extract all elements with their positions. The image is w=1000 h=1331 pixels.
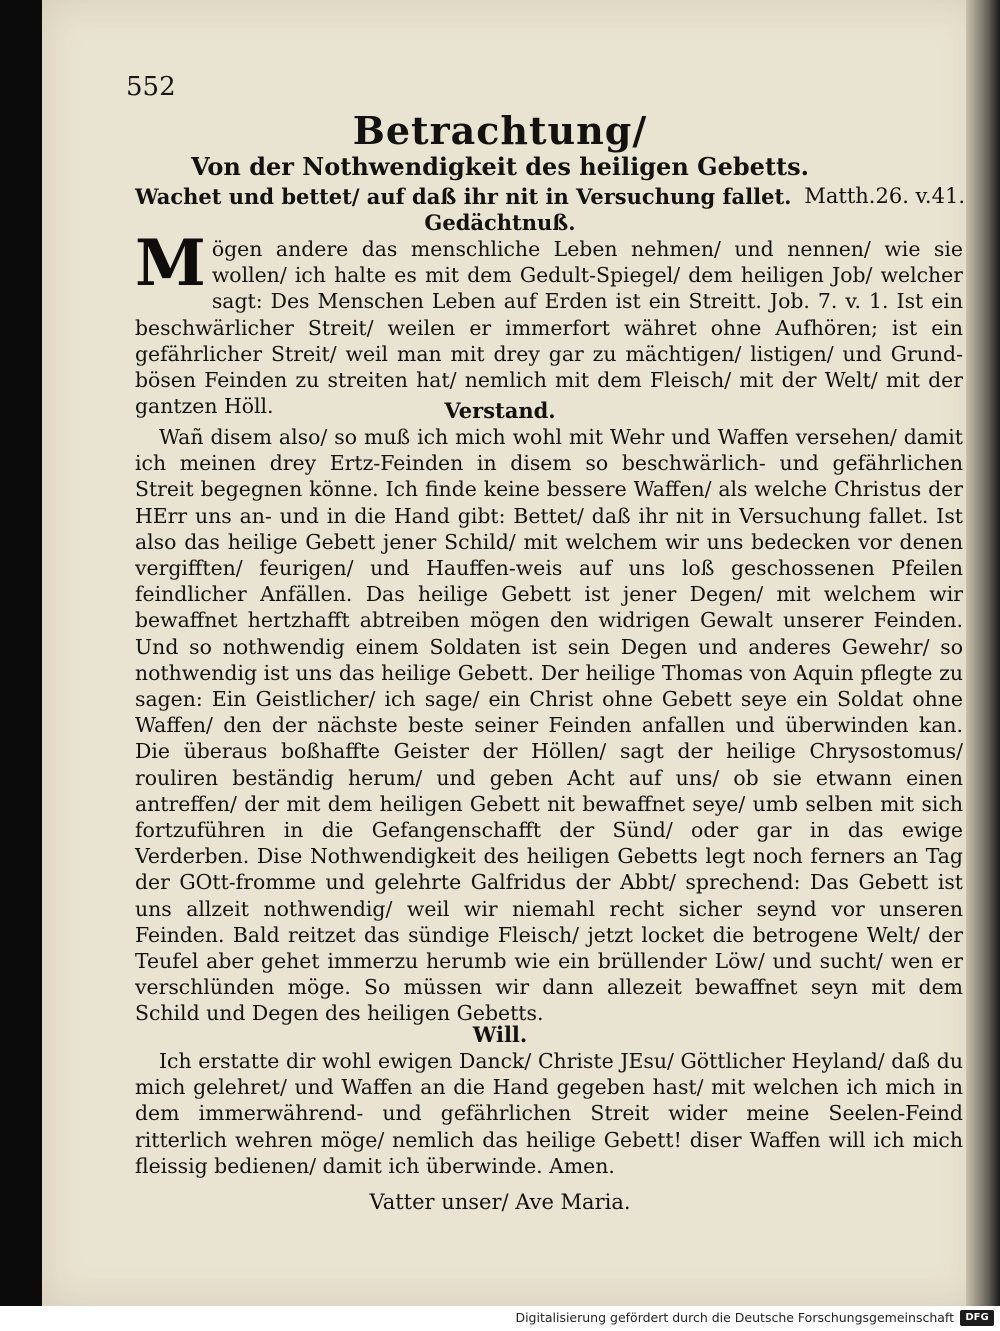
section-heading-verstand: Verstand. — [444, 398, 556, 423]
motto-line — [135, 184, 965, 209]
dfg-logo-icon: DFG — [960, 1310, 994, 1326]
section-heading-gedaechtnuss: Gedächtnuß. — [424, 210, 576, 235]
page-number: 552 — [126, 72, 176, 102]
page-edge — [966, 0, 1000, 1306]
page-title: Betrachtung/ — [352, 108, 648, 153]
motto-text: Wachet und bettet/ auf daß ihr nit in Versuchung fallet. — [135, 184, 792, 209]
footer-bar — [0, 1306, 1000, 1331]
footer-credit: Digitalisierung gefördert durch die Deutsche Forschungsgemeinschaft — [515, 1310, 954, 1325]
paragraph-body: ögen andere das menschliche Leben nehmen/ und nennen/ wie sie wollen/ ich halte es mit dem Gedult-Spiegel/ dem heiligen Job/ welcher sagt: Des Menschen Leben auf Erden ist ein Streitt. Job. 7. v. 1. Ist ein beschwärlicher Streit/ weilen er immerfort währet ohne Aufhören; ist ein gefährlicher Streit/ weil man mit drey gar zu mächtigen/ listigen/ und Grund-bösen Feinden zu streiten hat/ nemlich mit dem Fleisch/ mit der Welt/ mit der gantzen Höll. — [135, 237, 963, 419]
section-text-will: Ich erstatte dir wohl ewigen Danck/ Christe JEsu/ Göttlicher Heyland/ daß du mich gelehret/ und Waffen an die Hand gegeben hast/ mit welchen ich mich in dem immerwährend- und gefährlichen Streit wider meine Seelen-Feind ritterlich wehren möge/ nemlich das heilige Gebett! diser Waffen will ich mich fleissig bedienen/ damit ich überwinde. Amen. — [135, 1049, 963, 1178]
motto-reference: Matth.26. v.41. — [804, 184, 965, 208]
page-subtitle: Von der Nothwendigkeit des heiligen Gebetts. — [191, 152, 809, 181]
drop-cap: M — [135, 226, 206, 301]
section-heading-will: Will. — [472, 1022, 528, 1047]
closing-prayer: Vatter unser/ Ave Maria. — [369, 1190, 631, 1214]
section-text-verstand: Wañ disem also/ so muß ich mich wohl mit Wehr und Waffen versehen/ damit ich meinen drey Ertz-Feinden in disem so beschwärlich- und gefährlichen Streit begegnen könne. Ich finde keine bessere Waffen/ als welche Christus der HErr uns an- und in die Hand gibt: Bettet/ daß ihr nit in Versuchung fallet. Ist also das heilige Gebett jener Schild/ mit welchem wir uns bedecken vor denen vergifften/ feurigen/ und Hauffen-weis auf uns loß geschossenen Pfeilen feindlicher Anfällen. Das heilige Gebett ist jener Degen/ mit welchem wir bewaffnet hertzhafft abtreiben mögen den widrigen Gewalt unserer Feinden. Und so nothwendig einem Soldaten ist sein Degen und anderes Gewehr/ so nothwendig ist uns das heilige Gebett. Der heilige Thomas von Aquin pflegte zu sagen: Ein Geistlicher/ ich sage/ ein Christ ohne Gebett seye ein Soldat ohne Waffen/ den der nächste beste seiner Feinden anfallen und überwinden kan. Die überaus boßhaffte Geister der Höllen/ sagt der heilige Chrysostomus/ rouliren beständig herum/ und geben Acht auf uns/ ob sie etwann einen antreffen/ der mit dem heiligen Gebett nit bewaffnet seye/ umb selben mit sich fortzuführen in die Gefangenschafft der Sünd/ oder gar in das ewige Verderben. Dise Nothwendigkeit des heiligen Gebetts legt noch ferners an Tag der GOtt-fromme und gelehrte Galfridus der Abbt/ sprechend: Das Gebett ist uns allzeit nothwendig/ weil wir niemahl recht sicher seynd vor unseren Feinden. Bald reitzet das sündige Fleisch/ jetzt locket die betrogene Welt/ der Teufel aber gehet immerzu herumb wie ein brüllender Löw/ und sucht/ wen er verschlünden möge. So müssen wir dann allezeit bewaffnet seyn mit dem Schild und Degen des heiligen Gebetts. — [135, 425, 963, 1026]
